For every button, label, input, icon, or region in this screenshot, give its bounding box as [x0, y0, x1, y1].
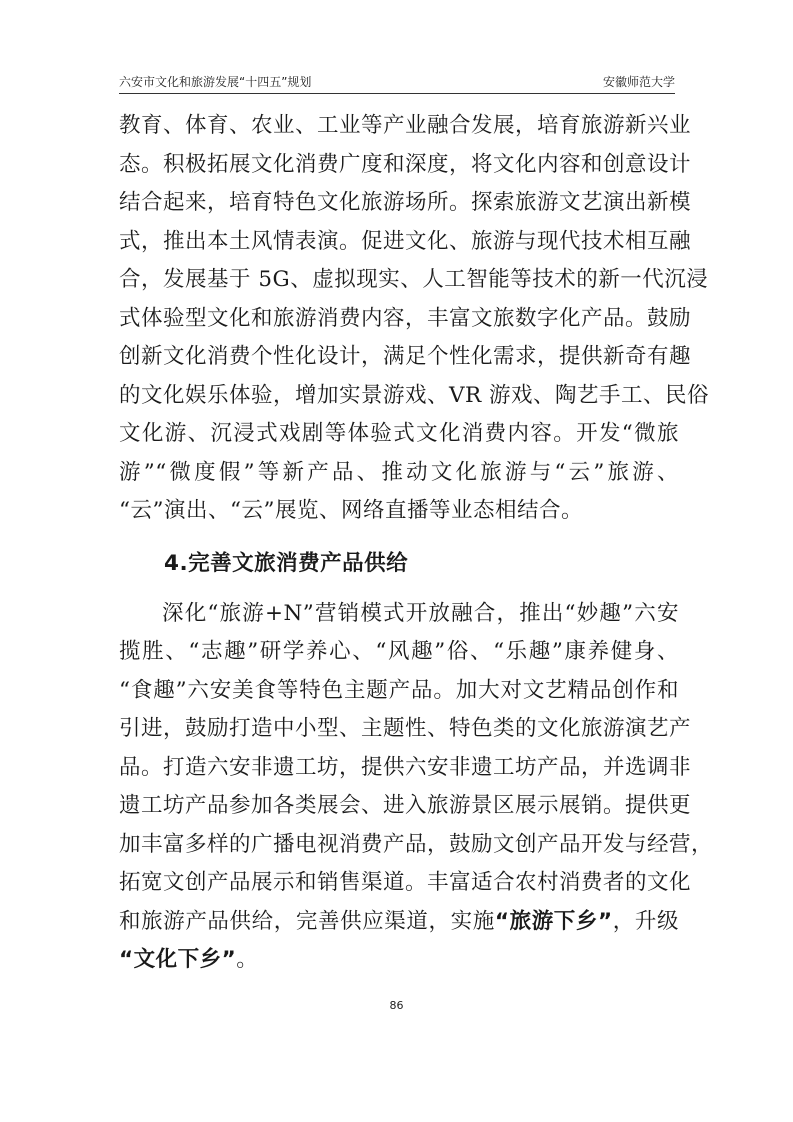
paragraph-line: 加丰富多样的广播电视消费产品，鼓励文创产品开发与经营，: [119, 831, 714, 857]
paragraph-line: “食趣”六安美食等特色主题产品。加大对文艺精品创作和: [119, 677, 679, 703]
paragraph-line: 结合起来，培育特色文化旅游场所。探索旅游文艺演出新模: [119, 190, 692, 215]
paragraph-line: 拓宽文创产品展示和销售渠道。丰富适合农村消费者的文化: [119, 870, 692, 895]
paragraph-line: 深化“旅游+N”营销模式开放融合，推出“妙趣”六安: [162, 600, 679, 626]
paragraph-line: 合，发展基于 5G、虚拟现实、人工智能等技术的新一代沉浸: [119, 267, 709, 292]
paragraph-line: 态。积极拓展文化消费广度和深度，将文化内容和创意设计: [119, 151, 692, 177]
paragraph-line: 引进，鼓励打造中小型、主题性、特色类的文化旅游演艺产: [119, 716, 692, 741]
header-document-title: 六安市文化和旅游发展“十四五”规划: [119, 75, 312, 89]
emphasis-text: “旅游下乡”: [494, 908, 613, 934]
paragraph-line: 的文化娱乐体验，增加实景游戏、VR 游戏、陶艺手工、民俗: [119, 382, 710, 408]
paragraph-line: [119, 903, 679, 942]
paragraph-line: 遗工坊产品参加各类展会、进入旅游景区展示展销。提供更: [119, 793, 692, 818]
paragraph-line: [119, 941, 679, 980]
line-text: ，升级: [612, 908, 679, 934]
paragraph-line: 教育、体育、农业、工业等产业融合发展，培育旅游新兴业: [119, 113, 692, 138]
paragraph-line: 式，推出本土风情表演。促进文化、旅游与现代技术相互融: [119, 228, 692, 254]
running-header: [119, 71, 675, 94]
header-institution: 安徽师范大学: [602, 75, 675, 89]
paragraph-line: 品。打造六安非遗工坊，提供六安非遗工坊产品，并选调非: [119, 754, 692, 780]
paragraph-line: 揽胜、“志趣”研学养心、“风趣”俗、“乐趣”康养健身、: [119, 639, 679, 664]
line-text: 。: [236, 947, 259, 972]
paragraph-line: 游”“微度假”等新产品、推动文化旅游与“云”旅游、: [119, 459, 679, 485]
body-text: [119, 107, 714, 980]
page-number: 86: [389, 999, 404, 1012]
paragraph-line: 文化游、沉浸式戏剧等体验式文化消费内容。开发“微旅: [119, 421, 679, 446]
emphasis-text: “文化下乡”: [119, 947, 237, 972]
paragraph-line: 式体验型文化和旅游消费内容，丰富文旅数字化产品。鼓励: [119, 305, 692, 331]
paragraph-2: [119, 595, 714, 980]
paragraph-line: 创新文化消费个性化设计，满足个性化需求，提供新奇有趣: [119, 344, 692, 369]
paragraph-1: [119, 107, 710, 531]
paragraph-line: “云”演出、“云”展览、网络直播等业态相结合。: [119, 498, 583, 523]
line-text: 和旅游产品供给，完善供应渠道，实施: [119, 908, 495, 934]
section-heading: 4.完善文旅消费产品供给: [164, 550, 409, 576]
